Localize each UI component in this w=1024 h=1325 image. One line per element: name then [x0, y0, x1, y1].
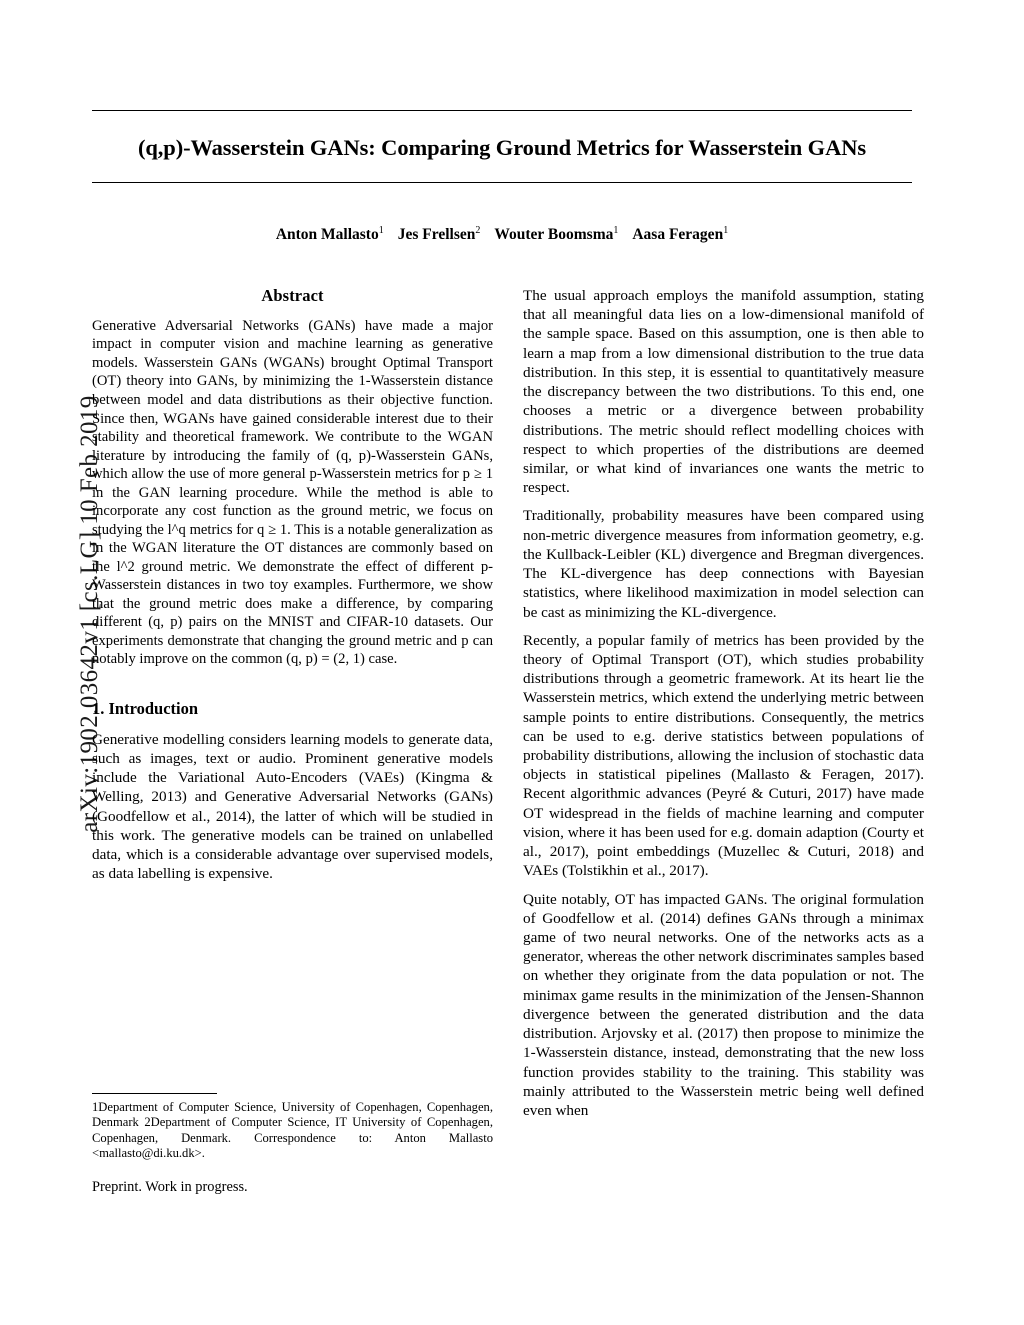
- page-title: (q,p)-Wasserstein GANs: Comparing Ground Metrics for Wasserstein GANs: [137, 135, 867, 160]
- body-paragraph: Traditionally, probability measures have been compared using non-metric divergence measures from information geometry, e.g. the Kullback-Leibler (KL) divergence and Bregman divergences. The KL-divergence has deep connections with Bayesian statistics, where likelihood maximization in model selection can be cast as minimizing the KL-divergence.: [523, 507, 924, 621]
- author-affiliation-marker: 1: [613, 225, 619, 237]
- paper-header: [92, 110, 912, 244]
- body-paragraph: Quite notably, OT has impacted GANs. The original formulation of Goodfellow et al. (2014) defines GANs through a minimax game of two neural networks. One of the networks acts as a generator, whereas the other network discriminates samples based on whether they originate from the data population or not. The minimax game results in the minimization of the Jensen-Shannon divergence between the generated distribution and the data distribution. Arjovsky et al. (2017) then propose to minimize the 1-Wasserstein distance, instead, demonstrating that the new loss function provides stability to the training. This stability was mainly attributed to the Wasserstein metric being well defined even when: [523, 890, 924, 1119]
- footnote-rule: [92, 1093, 217, 1094]
- author-affiliation-marker: 1: [378, 225, 384, 237]
- author-name: Aasa Feragen: [632, 226, 724, 244]
- author-entry: [494, 226, 618, 243]
- body-paragraph: Recently, a popular family of metrics has been provided by the theory of Optimal Transport (OT), which studies probability distributions through a geometric framework. At its heart lie the Wasserstein metrics, which extend the underlying metric between sample points to entire distributions. Consequently, the metrics can be used to e.g. derive statistics between populations of probability distributions, allowing the inclusion of stochastic data objects in statistical pipelines (Mallasto & Feragen, 2017). Recent algorithmic advances (Peyré & Cuturi, 2017) have made OT widespread in the fields of machine learning and computer vision, where it has been used for e.g. domain adaption (Courty et al., 2017), point embeddings (Muzellec & Cuturi, 2018) and VAEs (Tolstikhin et al., 2017).: [523, 631, 924, 880]
- body-paragraph: The usual approach employs the manifold assumption, stating that all meaningful data lies on a low-dimensional manifold of the sample space. Based on this assumption, one is then able to learn a map from a low dimensional distribution to the true data distribution. In this step, it is essential to quantitatively measure the discrepancy between the two distributions. To this end, one chooses a metric or a divergence between probability distributions. The metric should reflect modelling choices with respect to which properties of the distributions are deemed similar, or what kind of invariances one wants the metric to respect.: [523, 287, 924, 497]
- author-entry: [276, 226, 384, 243]
- footnote-block: [92, 1093, 493, 1197]
- author-entry: [398, 226, 481, 243]
- footnote-text: 1Department of Computer Science, University of Copenhagen, Copenhagen, Denmark 2Department of Computer Science, IT University of Copenhagen, Copenhagen, Denmark. Correspondence to: Anton Mallasto <mallasto@di.ku.dk>.: [92, 1100, 493, 1161]
- author-affiliation-marker: 2: [475, 225, 481, 237]
- right-column: [523, 286, 924, 1129]
- author-name: Jes Frellsen: [397, 226, 476, 244]
- author-name: Wouter Boomsma: [494, 226, 614, 244]
- author-name: Anton Mallasto: [275, 226, 379, 244]
- arxiv-stamp: arXiv:1902.03642v1 [cs.LG] 10 Feb 2019: [76, 395, 103, 833]
- introduction-heading: 1. Introduction: [92, 698, 199, 718]
- author-entry: [632, 226, 728, 243]
- left-column: [92, 286, 493, 1129]
- preprint-note: Preprint. Work in progress.: [92, 1179, 248, 1196]
- author-affiliation-marker: 1: [723, 225, 729, 237]
- body-columns: [92, 286, 924, 1129]
- abstract-text: Generative Adversarial Networks (GANs) have made a major impact in computer vision and machine learning as generative models. Wasserstein GANs (WGANs) brought Optimal Transport (OT) theory into GANs, by minimizing the 1-Wasserstein distance between model and data distributions as their objective function. Since then, WGANs have gained considerable interest due to their stability and theoretical framework. We contribute to the WGAN literature by introducing the family of (q, p)-Wasserstein GANs, which allow the use of more general p-Wasserstein metrics for p ≥ 1 in the GAN learning procedure. While the method is able to incorporate any cost function as the ground metric, we focus on studying the l^q metrics for q ≥ 1. This is a notable generalization as in the WGAN literature the OT distances are commonly based on the l^2 ground metric. We demonstrate the effect of different p-Wasserstein distances in two toy examples. Furthermore, we show that the ground metric does make a difference, by comparing different (q, p) pairs on the MNIST and CIFAR-10 datasets. Our experiments demonstrate that changing the ground metric and p can notably improve on the common (q, p) = (2, 1) case.: [92, 317, 493, 668]
- abstract-heading: Abstract: [261, 286, 324, 305]
- introduction-paragraph: Generative modelling considers learning models to generate data, such as images, text or audio. Prominent generative models include the Variational Auto-Encoders (VAEs) (Kingma & Welling, 2013) and Generative Adversarial Networks (GANs) (Goodfellow et al., 2014), the latter of which will be studied in this work. The generative models can be trained on unlabelled data, which is a considerable advantage over supervised models, as data labelling is expensive.: [92, 730, 493, 883]
- author-list: [92, 183, 912, 244]
